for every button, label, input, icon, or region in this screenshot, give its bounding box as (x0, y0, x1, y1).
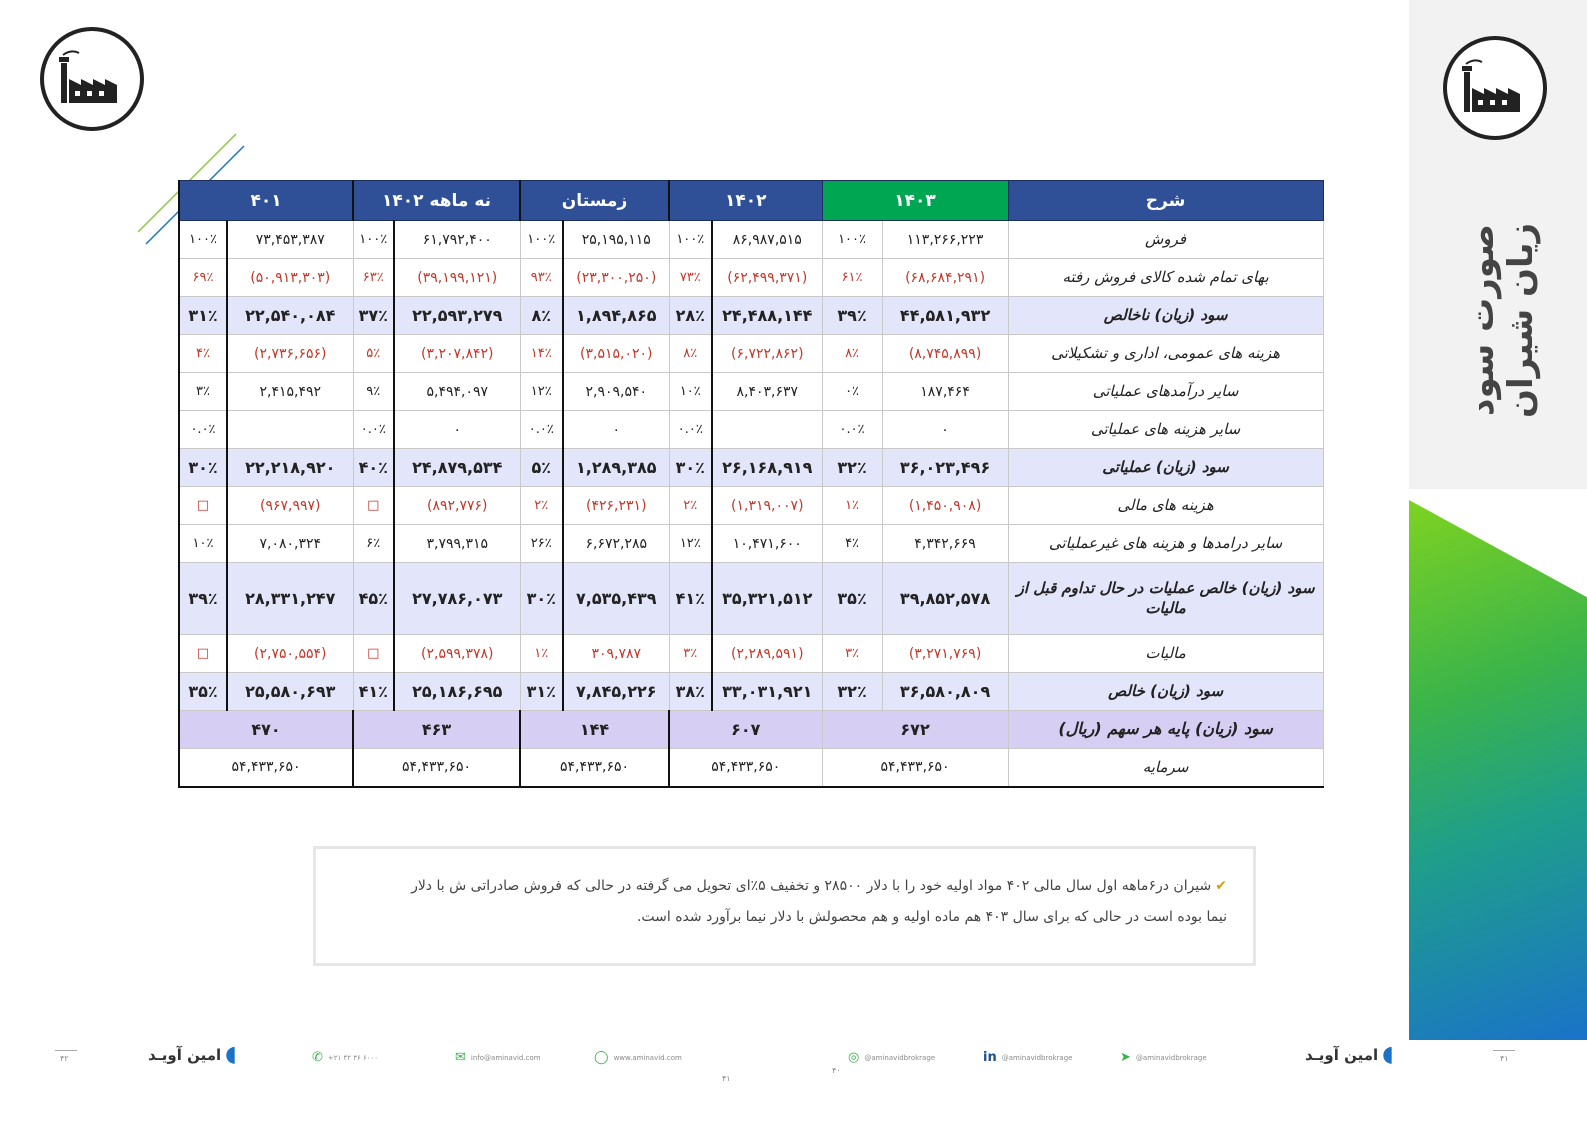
percent-cell: ۵٪ (353, 335, 394, 373)
column-header: ۱۴۰۲ (669, 181, 822, 221)
percent-cell: ۵٪ (520, 449, 563, 487)
row-label: هزینه های عمومی، اداری و تشکیلاتی (1008, 335, 1323, 373)
value-cell: (۳,۲۷۱,۷۶۹) (882, 635, 1008, 673)
factory-logo-icon (40, 27, 144, 131)
value-cell: ۷۳,۴۵۳,۳۸۷ (227, 221, 353, 259)
row-label: سود (زیان) پایه هر سهم (ریال) (1008, 711, 1323, 749)
row-label: سود (زیان) ناخالص (1008, 297, 1323, 335)
row-label: سود (زیان) عملیاتی (1008, 449, 1323, 487)
value-cell: (۱,۴۵۰,۹۰۸) (882, 487, 1008, 525)
percent-cell: ۶۱٪ (822, 259, 882, 297)
note-box (313, 846, 1256, 966)
percent-cell: ۴۱٪ (353, 673, 394, 711)
column-header: شرح (1008, 181, 1323, 221)
value-cell (227, 411, 353, 449)
percent-cell: ۸٪ (669, 335, 712, 373)
value-cell: ۲۵,۱۸۶,۶۹۵ (394, 673, 520, 711)
percent-cell: ۳۹٪ (179, 563, 227, 635)
page-number-mid-b: ۴۰ (832, 1066, 841, 1075)
table-row (179, 749, 1323, 787)
value-cell: ۴۴,۵۸۱,۹۳۲ (882, 297, 1008, 335)
table-row (179, 525, 1323, 563)
note-line-2: نیما بوده است در حالی که برای سال ۴۰۳ هم ماده اولیه و هم محصولش با دلار نیما برآورد شده است. (636, 908, 1227, 925)
value-cell: ۳۳,۰۳۱,۹۲۱ (712, 673, 822, 711)
table-row (179, 449, 1323, 487)
value-cell: ۶۱,۷۹۲,۴۰۰ (394, 221, 520, 259)
value-cell: ۲۲,۲۱۸,۹۲۰ (227, 449, 353, 487)
table-row (179, 373, 1323, 411)
percent-cell: ۱۰۰٪ (669, 221, 712, 259)
percent-cell: ۶٪ (353, 525, 394, 563)
percent-cell: ۶۳٪ (353, 259, 394, 297)
table-row (179, 335, 1323, 373)
percent-cell: ۳۱٪ (179, 297, 227, 335)
percent-cell: ۱۰۰٪ (822, 221, 882, 259)
percent-cell: ۴۵٪ (353, 563, 394, 635)
page-number-right: ۴۱ (1500, 1054, 1509, 1063)
table-row (179, 411, 1323, 449)
percent-cell: ۴۰٪ (353, 449, 394, 487)
percent-cell: ۸٪ (520, 297, 563, 335)
value-cell: ۱۴۴ (520, 711, 669, 749)
percent-cell: ۰.۰٪ (520, 411, 563, 449)
percent-cell: ۴٪ (179, 335, 227, 373)
percent-cell: ۳۲٪ (822, 449, 882, 487)
percent-cell: ۱٪ (520, 635, 563, 673)
sidebar-gradient-wave (1409, 500, 1587, 1040)
percent-cell: ۶۹٪ (179, 259, 227, 297)
footer (0, 1040, 1587, 1122)
brand-logo: ◖ امین آویـد (1305, 1042, 1394, 1067)
email-icon: ✉ (455, 1050, 466, 1065)
page-number-mid: ۴۱ (722, 1074, 731, 1083)
value-cell: (۵۰,۹۱۳,۳۰۳) (227, 259, 353, 297)
instagram-icon: ◎ (848, 1050, 860, 1065)
percent-cell: ۳٪ (179, 373, 227, 411)
percent-cell: □ (179, 487, 227, 525)
value-cell: ۵۴,۴۳۳,۶۵۰ (520, 749, 669, 787)
percent-cell: ۹۳٪ (520, 259, 563, 297)
row-label: فروش (1008, 221, 1323, 259)
value-cell: ۶,۶۷۲,۲۸۵ (563, 525, 669, 563)
table-row (179, 711, 1323, 749)
value-cell: ۴۶۳ (353, 711, 520, 749)
factory-logo-icon (1443, 36, 1547, 140)
percent-cell: ۳۷٪ (353, 297, 394, 335)
table-row (179, 673, 1323, 711)
percent-cell: ۱۴٪ (520, 335, 563, 373)
value-cell: ۲,۹۰۹,۵۴۰ (563, 373, 669, 411)
value-cell: (۲,۷۵۰,۵۵۴) (227, 635, 353, 673)
page-number-left: ۴۲ (60, 1054, 69, 1063)
column-header: زمستان (520, 181, 669, 221)
percent-cell: ۳۰٪ (669, 449, 712, 487)
percent-cell: ۱۰۰٪ (179, 221, 227, 259)
phone-icon: ✆ (312, 1050, 323, 1065)
percent-cell: ۰٪ (822, 373, 882, 411)
value-cell: ۷,۸۴۵,۲۲۶ (563, 673, 669, 711)
value-cell: ۵۴,۴۳۳,۶۵۰ (179, 749, 353, 787)
row-label: مالیات (1008, 635, 1323, 673)
value-cell: ۰ (563, 411, 669, 449)
value-cell: ۳۹,۸۵۲,۵۷۸ (882, 563, 1008, 635)
value-cell: (۳,۵۱۵,۰۲۰) (563, 335, 669, 373)
value-cell: (۶,۷۲۲,۸۶۲) (712, 335, 822, 373)
table-row (179, 259, 1323, 297)
value-cell: (۳۹,۱۹۹,۱۲۱) (394, 259, 520, 297)
percent-cell: ۴۱٪ (669, 563, 712, 635)
percent-cell: ۳۰٪ (520, 563, 563, 635)
income-statement-table (178, 180, 1324, 788)
percent-cell: ۱۰۰٪ (520, 221, 563, 259)
percent-cell: ۳۵٪ (179, 673, 227, 711)
percent-cell: □ (353, 635, 394, 673)
value-cell: ۶۷۲ (822, 711, 1008, 749)
percent-cell: ۴٪ (822, 525, 882, 563)
percent-cell: □ (353, 487, 394, 525)
percent-cell: ۳۲٪ (822, 673, 882, 711)
value-cell (712, 411, 822, 449)
value-cell: ۳۶,۰۲۳,۴۹۶ (882, 449, 1008, 487)
percent-cell: ۳۵٪ (822, 563, 882, 635)
table-row (179, 221, 1323, 259)
table-header-row (179, 181, 1323, 221)
value-cell: ۲۵,۵۸۰,۶۹۳ (227, 673, 353, 711)
value-cell: (۲۳,۳۰۰,۲۵۰) (563, 259, 669, 297)
value-cell: ۰ (394, 411, 520, 449)
value-cell: ۸,۴۰۳,۶۳۷ (712, 373, 822, 411)
checkmark-icon: ✔ (1215, 878, 1227, 894)
percent-cell: ۰.۰٪ (353, 411, 394, 449)
value-cell: ۵,۴۹۴,۰۹۷ (394, 373, 520, 411)
value-cell: (۸,۷۴۵,۸۹۹) (882, 335, 1008, 373)
value-cell: ۲۴,۸۷۹,۵۳۴ (394, 449, 520, 487)
table-row (179, 635, 1323, 673)
percent-cell: ۲٪ (669, 487, 712, 525)
value-cell: ۷,۰۸۰,۳۲۴ (227, 525, 353, 563)
brand-logo: ◖ امین آویـد (148, 1042, 237, 1067)
value-cell: ۲۴,۴۸۸,۱۴۴ (712, 297, 822, 335)
value-cell: (۴۲۶,۲۳۱) (563, 487, 669, 525)
brand-icon: ◖ (1382, 1042, 1394, 1067)
percent-cell: ۱۲٪ (669, 525, 712, 563)
table-row (179, 563, 1323, 635)
value-cell: ۸۶,۹۸۷,۵۱۵ (712, 221, 822, 259)
value-cell: ۱۸۷,۴۶۴ (882, 373, 1008, 411)
value-cell: ۲۸,۳۳۱,۲۴۷ (227, 563, 353, 635)
percent-cell: ۷۳٪ (669, 259, 712, 297)
column-header: ۴۰۱ (179, 181, 353, 221)
percent-cell: □ (179, 635, 227, 673)
percent-cell: ۳۱٪ (520, 673, 563, 711)
value-cell: (۶۸,۶۸۴,۲۹۱) (882, 259, 1008, 297)
linkedin-icon: in (983, 1050, 997, 1065)
percent-cell: ۳٪ (822, 635, 882, 673)
mouse-icon: ◯ (594, 1050, 609, 1065)
value-cell: ۴۷۰ (179, 711, 353, 749)
sidebar (1409, 0, 1587, 1040)
value-cell: (۲,۷۳۶,۶۵۶) (227, 335, 353, 373)
value-cell: ۶۰۷ (669, 711, 822, 749)
percent-cell: ۰.۰٪ (822, 411, 882, 449)
value-cell: ۱۱۳,۲۶۶,۲۲۳ (882, 221, 1008, 259)
telegram-icon: ➤ (1120, 1050, 1131, 1065)
value-cell: (۳,۲۰۷,۸۴۲) (394, 335, 520, 373)
value-cell: ۱۰,۴۷۱,۶۰۰ (712, 525, 822, 563)
value-cell: ۳۰۹,۷۸۷ (563, 635, 669, 673)
value-cell: ۲۲,۵۹۳,۲۷۹ (394, 297, 520, 335)
value-cell: (۸۹۲,۷۷۶) (394, 487, 520, 525)
brand-icon: ◖ (225, 1042, 237, 1067)
percent-cell: ۳٪ (669, 635, 712, 673)
row-label: بهای تمام شده کالای فروش رفته (1008, 259, 1323, 297)
value-cell: ۱,۸۹۴,۸۶۵ (563, 297, 669, 335)
value-cell: ۴,۳۴۲,۶۶۹ (882, 525, 1008, 563)
value-cell: ۳۵,۳۲۱,۵۱۲ (712, 563, 822, 635)
percent-cell: ۰.۰٪ (179, 411, 227, 449)
note-line-1: شیران در۶ماهه اول سال مالی ۴۰۲ مواد اولیه خود را با دلار ۲۸۵۰۰ و تخفیف ۵٪ای تحویل می گرفته در حالی که فروش صادراتی ش با دلار (411, 878, 1212, 894)
column-header: ۱۴۰۳ (822, 181, 1008, 221)
row-label: سایر هزینه های عملیاتی (1008, 411, 1323, 449)
value-cell: (۹۶۷,۹۹۷) (227, 487, 353, 525)
row-label: هزینه های مالی (1008, 487, 1323, 525)
phone-contact[interactable]: ✆ +۲۱ ۴۲ ۳۶ ۶۰۰۰ (312, 1050, 379, 1065)
row-label: سود (زیان) خالص (1008, 673, 1323, 711)
value-cell: ۰ (882, 411, 1008, 449)
percent-cell: ۳۰٪ (179, 449, 227, 487)
linkedin-link[interactable]: in @aminavidbrokrage (983, 1050, 1073, 1065)
percent-cell: ۸٪ (822, 335, 882, 373)
telegram-link[interactable]: ➤ @aminavidbrokrage (1120, 1050, 1207, 1065)
value-cell: ۵۴,۴۳۳,۶۵۰ (353, 749, 520, 787)
value-cell: (۲,۲۸۹,۵۹۱) (712, 635, 822, 673)
value-cell: ۱,۲۸۹,۳۸۵ (563, 449, 669, 487)
percent-cell: ۳۹٪ (822, 297, 882, 335)
percent-cell: ۱۲٪ (520, 373, 563, 411)
row-label: سود (زیان) خالص عملیات در حال تداوم قبل از مالیات (1008, 563, 1323, 635)
row-label: سرمایه (1008, 749, 1323, 787)
value-cell: (۱,۳۱۹,۰۰۷) (712, 487, 822, 525)
percent-cell: ۲۸٪ (669, 297, 712, 335)
row-label: سایر درامدها و هزینه های غیرعملیاتی (1008, 525, 1323, 563)
percent-cell: ۱۰٪ (669, 373, 712, 411)
instagram-link[interactable]: ◎ @aminavidbrokrage (848, 1050, 936, 1065)
value-cell: ۲۵,۱۹۵,۱۱۵ (563, 221, 669, 259)
value-cell: ۵۴,۴۳۳,۶۵۰ (669, 749, 822, 787)
value-cell: ۵۴,۴۳۳,۶۵۰ (822, 749, 1008, 787)
percent-cell: ۰.۰٪ (669, 411, 712, 449)
value-cell: ۲۷,۷۸۶,۰۷۳ (394, 563, 520, 635)
percent-cell: ۱٪ (822, 487, 882, 525)
value-cell: ۷,۵۳۵,۴۳۹ (563, 563, 669, 635)
table-row (179, 297, 1323, 335)
email-contact[interactable]: ✉ info@aminavid.com (455, 1050, 541, 1065)
value-cell: ۳,۷۹۹,۳۱۵ (394, 525, 520, 563)
value-cell: (۲,۵۹۹,۳۷۸) (394, 635, 520, 673)
value-cell: ۲۶,۱۶۸,۹۱۹ (712, 449, 822, 487)
value-cell: ۳۶,۵۸۰,۸۰۹ (882, 673, 1008, 711)
website-link[interactable]: ◯ www.aminavid.com (594, 1050, 682, 1065)
percent-cell: ۱۰۰٪ (353, 221, 394, 259)
table-row (179, 487, 1323, 525)
percent-cell: ۱۰٪ (179, 525, 227, 563)
column-header: نه ماهه ۱۴۰۲ (353, 181, 520, 221)
page-title: صورت سود زیان شیران (1461, 222, 1541, 418)
percent-cell: ۲۶٪ (520, 525, 563, 563)
row-label: سایر درآمدهای عملیاتی (1008, 373, 1323, 411)
percent-cell: ۹٪ (353, 373, 394, 411)
percent-cell: ۳۸٪ (669, 673, 712, 711)
value-cell: ۲۲,۵۴۰,۰۸۴ (227, 297, 353, 335)
percent-cell: ۲٪ (520, 487, 563, 525)
value-cell: ۲,۴۱۵,۴۹۲ (227, 373, 353, 411)
value-cell: (۶۲,۴۹۹,۳۷۱) (712, 259, 822, 297)
